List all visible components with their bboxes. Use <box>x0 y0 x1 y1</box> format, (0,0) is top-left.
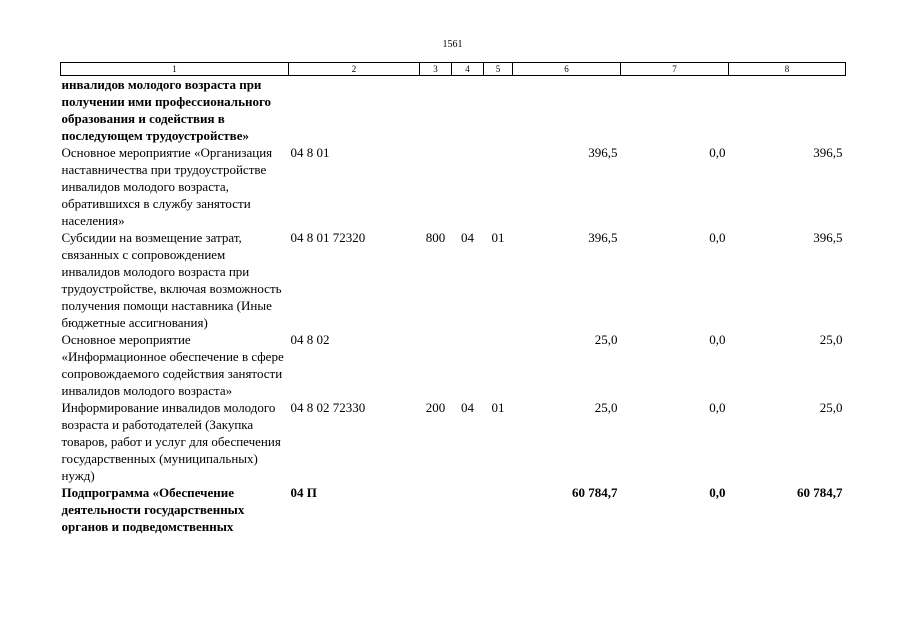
row-value-1 <box>513 76 621 145</box>
row-value-2: 0,0 <box>709 332 726 347</box>
row-name: Основное мероприятие «Информационное обеспечение в сфере сопровождаемого содействия занятости инвалидов молодого возраста» <box>61 332 284 398</box>
row-pr <box>484 331 513 399</box>
row-pr: 01 <box>491 230 505 245</box>
row-name: инвалидов молодого возраста при получении ими профессионального образования и содействия в последующем трудоустройстве» <box>61 77 272 143</box>
row-rz <box>452 484 484 535</box>
row-vr: 200 <box>425 400 446 415</box>
row-vr <box>420 484 452 535</box>
row-value-2 <box>621 76 729 145</box>
table-header-row <box>61 63 846 76</box>
row-value-3 <box>729 76 846 145</box>
table-row <box>61 229 846 331</box>
row-code: 04 8 02 72330 <box>290 400 366 415</box>
row-value-1: 25,0 <box>594 400 618 415</box>
row-value-1: 396,5 <box>588 230 618 245</box>
header-cell: 6 <box>513 63 621 76</box>
row-code: 04 8 02 <box>290 332 330 347</box>
row-value-3: 396,5 <box>813 145 843 160</box>
row-vr <box>420 76 452 145</box>
row-vr <box>420 144 452 229</box>
row-value-2: 0,0 <box>709 485 726 500</box>
row-name: Подпрограмма «Обеспечение деятельности государственных органов и подведомственных <box>61 485 245 534</box>
row-code <box>289 76 420 145</box>
row-value-1: 60 784,7 <box>572 485 618 500</box>
row-pr: 01 <box>491 400 505 415</box>
row-value-2: 0,0 <box>709 145 726 160</box>
row-code: 04 8 01 72320 <box>290 230 366 245</box>
row-rz <box>452 331 484 399</box>
header-cell: 8 <box>729 63 846 76</box>
header-cell: 2 <box>289 63 420 76</box>
row-pr <box>484 76 513 145</box>
row-pr <box>484 484 513 535</box>
row-rz <box>452 76 484 145</box>
row-value-2: 0,0 <box>709 230 726 245</box>
table-row <box>61 144 846 229</box>
table-row <box>61 399 846 484</box>
row-value-3: 25,0 <box>819 400 843 415</box>
page-number: 1561 <box>442 39 463 50</box>
row-code: 04 П <box>290 485 317 500</box>
row-value-3: 396,5 <box>813 230 843 245</box>
row-name: Основное мероприятие «Организация наставничества при трудоустройстве инвалидов молодого возраста, обратившихся в службу занятости населения» <box>61 145 273 228</box>
header-cell: 7 <box>621 63 729 76</box>
table-row <box>61 331 846 399</box>
header-cell: 5 <box>484 63 513 76</box>
row-rz: 04 <box>461 400 474 415</box>
header-cell: 1 <box>61 63 289 76</box>
table-row <box>61 484 846 535</box>
row-vr <box>420 331 452 399</box>
row-vr: 800 <box>425 230 446 245</box>
row-code: 04 8 01 <box>290 145 330 160</box>
header-cell: 3 <box>420 63 452 76</box>
row-name: Информирование инвалидов молодого возраста и работодателей (Закупка товаров, работ и услуг для обеспечения государственных (муниципальных) нужд) <box>61 400 281 483</box>
row-name: Субсидии на возмещение затрат, связанных с сопровождением инвалидов молодого возраста при трудоустройстве, включая возможность получения помощи наставника (Иные бюджетные ассигнования) <box>61 230 282 330</box>
header-cell: 4 <box>452 63 484 76</box>
row-value-2: 0,0 <box>709 400 726 415</box>
row-rz: 04 <box>461 230 474 245</box>
budget-table <box>60 62 846 535</box>
row-rz <box>452 144 484 229</box>
table-row <box>61 76 846 145</box>
row-value-1: 396,5 <box>588 145 618 160</box>
row-value-3: 25,0 <box>819 332 843 347</box>
row-value-3: 60 784,7 <box>797 485 843 500</box>
row-value-1: 25,0 <box>594 332 618 347</box>
row-pr <box>484 144 513 229</box>
